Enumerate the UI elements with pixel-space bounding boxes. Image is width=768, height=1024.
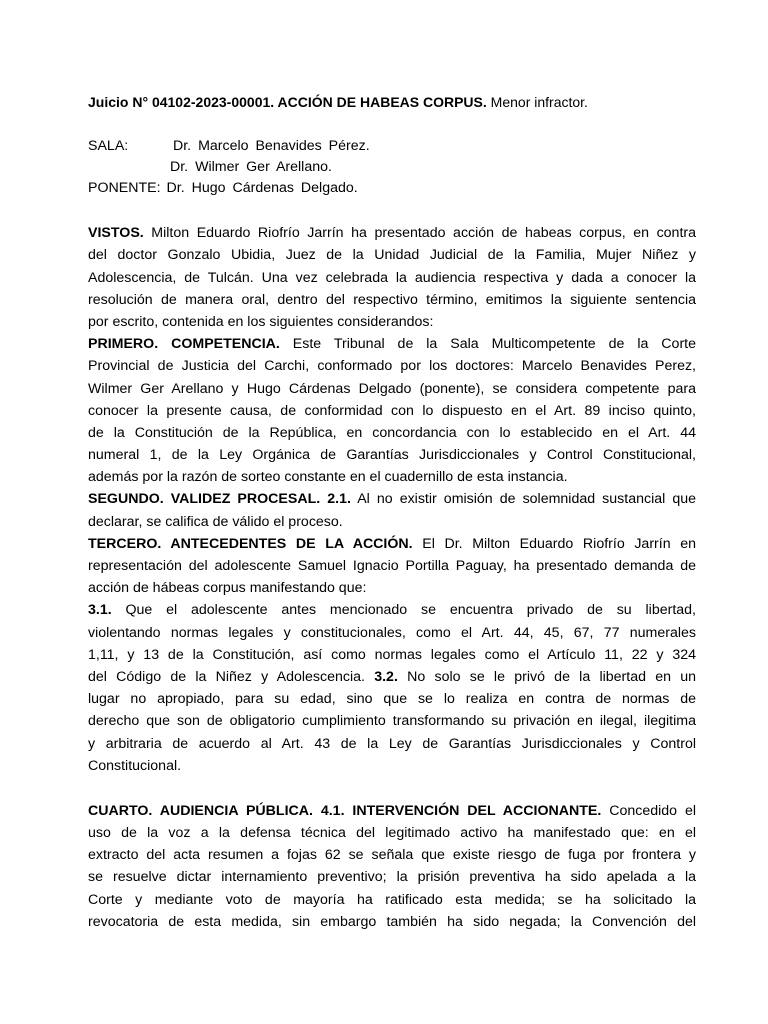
bold-heading-text: SEGUNDO. VALIDEZ PROCESAL. 2.1. xyxy=(88,491,351,508)
body-text: de la Constitución de la República, en concordancia con lo establecido en el Art. 44 xyxy=(88,424,696,441)
text-line xyxy=(88,688,696,710)
text-line xyxy=(88,755,696,777)
text-line xyxy=(88,911,696,933)
text-line xyxy=(88,355,696,377)
case-title-rest: Menor infractor. xyxy=(486,94,588,110)
text-line xyxy=(88,466,696,488)
text-line xyxy=(88,378,696,400)
text-line xyxy=(88,488,696,510)
text-line xyxy=(88,244,696,266)
body-text: acción de hábeas corpus manifestando que: xyxy=(88,580,367,597)
text-line xyxy=(88,511,696,533)
text-line xyxy=(88,622,696,644)
bold-heading-text: 3.1. xyxy=(88,602,112,619)
text-line xyxy=(88,400,696,422)
body-text: Concedido el xyxy=(601,802,697,819)
body-text: numeral 1, de la Ley Orgánica de Garantías Jurisdiccionales y Control Constitucional, xyxy=(88,447,696,464)
body-text: por escrito, contenida en los siguientes considerandos: xyxy=(88,313,434,330)
ponente-label: PONENTE: xyxy=(88,180,161,197)
text-line xyxy=(88,800,696,822)
text-line xyxy=(88,444,696,466)
body-text: del Código de la Niñez y Adolescencia. xyxy=(88,668,375,685)
bold-heading-text: CUARTO. AUDIENCIA PÚBLICA. 4.1. INTERVENCIÓN DEL ACCIONANTE. xyxy=(88,802,602,819)
bold-heading-text: VISTOS. xyxy=(88,225,144,242)
body-text: 1,11, y 13 de la Constitución, así como normas legales como el Artículo 11, 22 y 324 xyxy=(88,646,696,663)
judge-name-1: Dr. Marcelo Benavides Pérez. xyxy=(173,138,370,155)
text-line xyxy=(88,889,696,911)
body-text: extracto del acta resumen a fojas 62 se señala que existe riesgo de fuga por frontera y xyxy=(88,847,696,864)
text-line xyxy=(88,311,696,333)
text-line xyxy=(88,710,696,732)
text-line xyxy=(88,599,696,621)
body-text: Adolescencia, de Tulcán. Una vez celebrada la audiencia respectiva y dada a conocer la xyxy=(88,269,696,286)
section-cuarto xyxy=(88,800,696,933)
text-line xyxy=(88,844,696,866)
body-text: Milton Eduardo Riofrío Jarrín ha presentado acción de habeas corpus, en contra xyxy=(143,225,696,242)
judge-name-2: Dr. Wilmer Ger Arellano. xyxy=(170,159,332,176)
bold-heading-text: PRIMERO. COMPETENCIA. xyxy=(88,336,280,353)
text-line xyxy=(88,422,696,444)
body-text: violentando normas legales y constitucionales, como el Art. 44, 45, 67, 77 numerales xyxy=(88,624,696,641)
judgment-body xyxy=(88,222,696,777)
body-text: revocatoria de esta medida, sin embargo también ha sido negada; la Convención del xyxy=(88,913,696,930)
text-line xyxy=(88,222,696,244)
body-text: Wilmer Ger Arellano y Hugo Cárdenas Delgado (ponente), se considera competente para xyxy=(88,380,696,397)
body-text: se resuelve dictar internamiento preventivo; la prisión preventiva ha sido apelada a la xyxy=(88,869,696,886)
body-text: y arbitraria de acuerdo al Art. 43 de la Ley de Garantías Jurisdiccionales y Control xyxy=(88,735,696,752)
body-text: Corte y mediante voto de mayoría ha ratificado esta medida; se ha solicitado la xyxy=(88,891,696,908)
body-text: Constitucional. xyxy=(88,757,182,774)
text-line xyxy=(88,866,696,888)
body-text: declarar, se califica de válido el proceso. xyxy=(88,513,343,530)
case-title-bold: Juicio N° 04102-2023-00001. ACCIÓN DE HABEAS CORPUS. xyxy=(88,94,487,110)
text-line xyxy=(88,289,696,311)
body-text: conocer la presente causa, de conformidad con lo dispuesto en el Art. 89 inciso quinto, xyxy=(88,402,696,419)
body-text: El Dr. Milton Eduardo Riofrío Jarrín en xyxy=(412,535,696,552)
body-text: resolución de manera oral, dentro del respectivo término, emitimos la siguiente sentencia xyxy=(88,291,696,308)
text-line xyxy=(88,577,696,599)
text-line xyxy=(88,733,696,755)
body-text: lugar no apropiado, para su edad, sino que se lo realiza en contra de normas de xyxy=(88,691,696,708)
body-text: del doctor Gonzalo Ubidia, Juez de la Unidad Judicial de la Familia, Mujer Niñez y xyxy=(88,247,696,264)
case-title xyxy=(88,91,696,113)
body-text: No solo se le privó de la libertad en un xyxy=(397,668,696,685)
body-text: Este Tribunal de la Sala Multicompetente de la Corte xyxy=(279,336,696,353)
body-text: representación del adolescente Samuel Ignacio Portilla Paguay, ha presentado demanda de xyxy=(88,558,696,575)
text-line xyxy=(88,533,696,555)
body-text: Que el adolescente antes mencionado se encuentra privado de su libertad, xyxy=(111,602,696,619)
body-text: uso de la voz a la defensa técnica del legitimado activo ha manifestado que: en el xyxy=(88,825,696,842)
body-text: además por la razón de sorteo constante en el cuadernillo de esta instancia. xyxy=(88,469,568,486)
ponente-name: Dr. Hugo Cárdenas Delgado. xyxy=(166,180,358,197)
body-text: Provincial de Justicia del Carchi, conformado por los doctores: Marcelo Benavides Perez, xyxy=(88,358,696,375)
bold-heading-text: 3.2. xyxy=(374,668,398,685)
text-line xyxy=(88,644,696,666)
text-line xyxy=(88,267,696,289)
sala-label: SALA: xyxy=(88,138,129,155)
body-text: Al no existir omisión de solemnidad sustancial que xyxy=(350,491,697,508)
bold-heading-text: TERCERO. ANTECEDENTES DE LA ACCIÓN. xyxy=(88,535,413,552)
text-line xyxy=(88,666,696,688)
text-line xyxy=(88,822,696,844)
text-line xyxy=(88,555,696,577)
body-text: derecho que son de obligatorio cumplimiento transformando su privación en ilegal, ilegitima xyxy=(88,713,696,730)
text-line xyxy=(88,333,696,355)
tribunal-block xyxy=(88,136,696,199)
document-page xyxy=(88,91,696,933)
